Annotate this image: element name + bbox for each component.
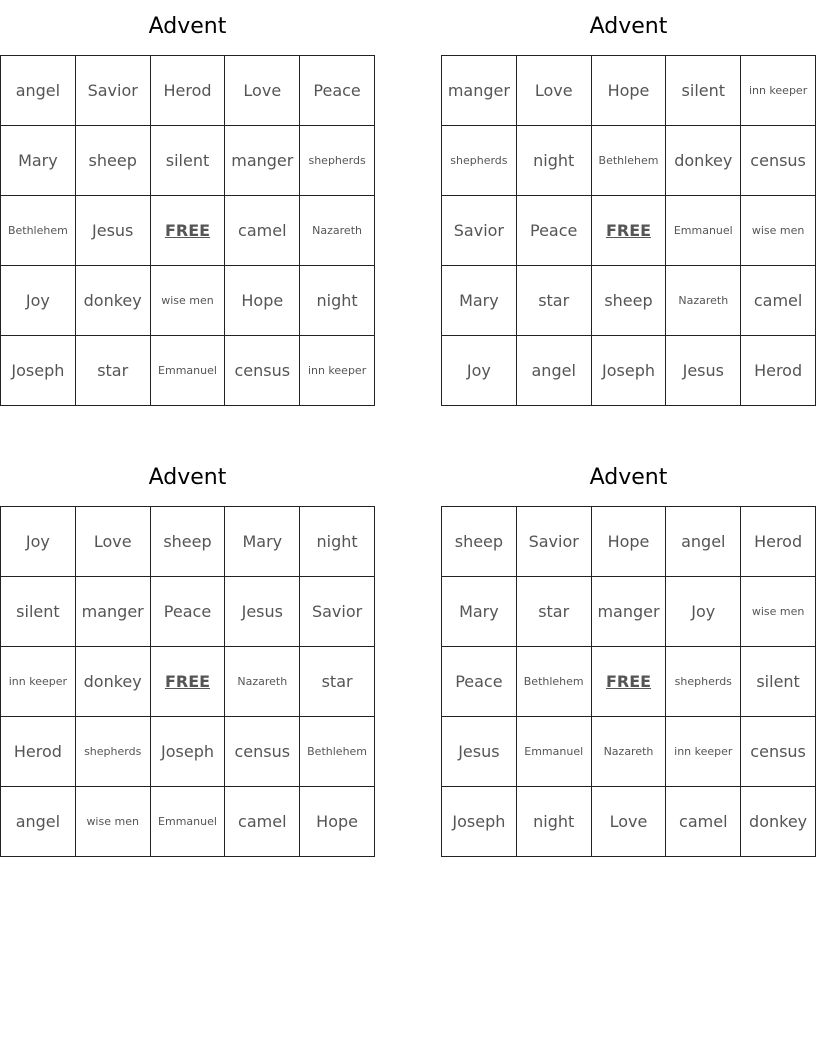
bingo-cell: Savior [442, 196, 517, 266]
bingo-cell: Peace [300, 56, 375, 126]
bingo-cell: Hope [225, 266, 300, 336]
bingo-cell: Joy [1, 266, 76, 336]
bingo-cell: Jesus [442, 717, 517, 787]
bingo-cell: Hope [592, 507, 667, 577]
bingo-cell: Herod [1, 717, 76, 787]
bingo-cell: Emmanuel [666, 196, 741, 266]
bingo-cell: Joy [666, 577, 741, 647]
bingo-cell: Mary [442, 266, 517, 336]
bingo-cell: Nazareth [592, 717, 667, 787]
bingo-cell: shepherds [442, 126, 517, 196]
card-title: Advent [589, 14, 668, 39]
bingo-cell: Savior [300, 577, 375, 647]
bingo-cell: Joy [442, 336, 517, 406]
bingo-cell: inn keeper [300, 336, 375, 406]
bingo-cell: camel [225, 787, 300, 857]
bingo-cell: wise men [151, 266, 226, 336]
bingo-cell: shepherds [666, 647, 741, 717]
bingo-cell: silent [741, 647, 816, 717]
bingo-cell: inn keeper [741, 56, 816, 126]
free-space-cell: FREE [592, 196, 667, 266]
bingo-cell: Nazareth [300, 196, 375, 266]
bingo-cell: Nazareth [666, 266, 741, 336]
bingo-cell: star [517, 266, 592, 336]
bingo-cell: Love [225, 56, 300, 126]
bingo-cell: sheep [442, 507, 517, 577]
free-space-cell: FREE [151, 647, 226, 717]
bingo-cell: census [741, 717, 816, 787]
bingo-cell: wise men [741, 577, 816, 647]
bingo-cell: Bethlehem [592, 126, 667, 196]
bingo-cell: manger [442, 56, 517, 126]
bingo-cell: camel [666, 787, 741, 857]
bingo-cell: sheep [592, 266, 667, 336]
bingo-grid [0, 55, 375, 406]
bingo-cell: Peace [151, 577, 226, 647]
bingo-cell: Jesus [76, 196, 151, 266]
bingo-cell: census [741, 126, 816, 196]
bingo-cell: shepherds [76, 717, 151, 787]
bingo-cell: Jesus [666, 336, 741, 406]
bingo-cell: manger [76, 577, 151, 647]
bingo-cell: night [300, 507, 375, 577]
bingo-cell: night [517, 126, 592, 196]
bingo-cell: sheep [151, 507, 226, 577]
bingo-cell: Joseph [151, 717, 226, 787]
bingo-cell: Mary [225, 507, 300, 577]
free-space-cell: FREE [151, 196, 226, 266]
bingo-cell: Bethlehem [300, 717, 375, 787]
bingo-cell: manger [225, 126, 300, 196]
bingo-cell: Joseph [442, 787, 517, 857]
bingo-cell: donkey [666, 126, 741, 196]
bingo-cell: camel [741, 266, 816, 336]
bingo-cell: Savior [517, 507, 592, 577]
bingo-cell: angel [1, 56, 76, 126]
bingo-cell: Love [592, 787, 667, 857]
bingo-cell: wise men [741, 196, 816, 266]
card-title: Advent [148, 14, 227, 39]
bingo-cell: angel [517, 336, 592, 406]
bingo-cell: manger [592, 577, 667, 647]
bingo-cell: Savior [76, 56, 151, 126]
bingo-cell: night [517, 787, 592, 857]
bingo-cell: angel [1, 787, 76, 857]
bingo-cell: Hope [592, 56, 667, 126]
bingo-cell: Hope [300, 787, 375, 857]
bingo-cell: Love [76, 507, 151, 577]
card-title: Advent [589, 465, 668, 490]
bingo-cell: camel [225, 196, 300, 266]
bingo-cell: census [225, 717, 300, 787]
bingo-cell: Jesus [225, 577, 300, 647]
bingo-cell: silent [666, 56, 741, 126]
bingo-cell: Love [517, 56, 592, 126]
bingo-cell: Emmanuel [517, 717, 592, 787]
bingo-cell: Peace [517, 196, 592, 266]
bingo-cell: Herod [741, 336, 816, 406]
bingo-cell: sheep [76, 126, 151, 196]
free-space-cell: FREE [592, 647, 667, 717]
bingo-cell: Bethlehem [1, 196, 76, 266]
bingo-cell: Herod [741, 507, 816, 577]
bingo-cell: wise men [76, 787, 151, 857]
bingo-cell: Emmanuel [151, 336, 226, 406]
bingo-cell: Joseph [592, 336, 667, 406]
bingo-cell: donkey [741, 787, 816, 857]
bingo-cell: Mary [1, 126, 76, 196]
bingo-cell: silent [151, 126, 226, 196]
bingo-cell: Joy [1, 507, 76, 577]
bingo-grid [0, 506, 375, 857]
bingo-cell: Bethlehem [517, 647, 592, 717]
bingo-cell: donkey [76, 266, 151, 336]
bingo-cell: angel [666, 507, 741, 577]
bingo-cell: census [225, 336, 300, 406]
bingo-grid [441, 55, 816, 406]
bingo-cell: Peace [442, 647, 517, 717]
bingo-grid [441, 506, 816, 857]
bingo-cell: shepherds [300, 126, 375, 196]
bingo-cell: inn keeper [1, 647, 76, 717]
bingo-cell: star [76, 336, 151, 406]
bingo-cell: Joseph [1, 336, 76, 406]
bingo-cell: star [517, 577, 592, 647]
bingo-cell: silent [1, 577, 76, 647]
bingo-cell: Emmanuel [151, 787, 226, 857]
bingo-cell: inn keeper [666, 717, 741, 787]
bingo-cell: Mary [442, 577, 517, 647]
bingo-cell: star [300, 647, 375, 717]
bingo-cell: Nazareth [225, 647, 300, 717]
card-title: Advent [148, 465, 227, 490]
bingo-cell: Herod [151, 56, 226, 126]
bingo-cell: night [300, 266, 375, 336]
bingo-cell: donkey [76, 647, 151, 717]
